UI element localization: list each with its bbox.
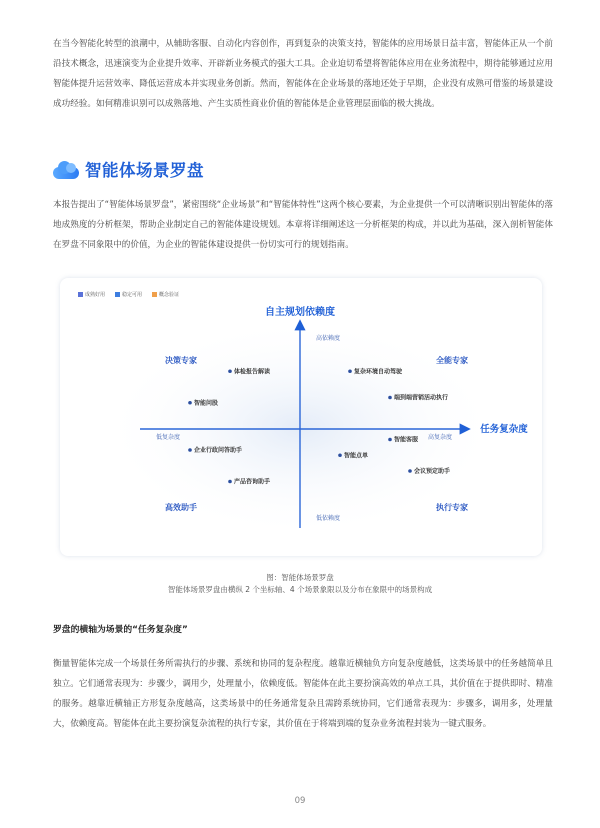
scene-point bbox=[228, 367, 270, 375]
figure-description: 智能体场景罗盘由横纵 2 个坐标轴、4 个场景象限以及分布在象限中的场景构成 bbox=[167, 585, 433, 594]
scene-point-dot bbox=[388, 396, 392, 400]
scene-point-label: 智能问股 bbox=[194, 399, 219, 407]
scene-point-dot bbox=[408, 469, 412, 473]
scene-point bbox=[228, 478, 270, 486]
scene-point-label: 复杂环境自动驾驶 bbox=[354, 368, 403, 376]
legend-label: 概念验证 bbox=[159, 292, 180, 298]
quadrant-label-execution: 执行专家 bbox=[436, 503, 468, 512]
figure-caption: 图：智能体场景罗盘 bbox=[266, 573, 334, 582]
section-heading bbox=[53, 155, 204, 183]
scene-point-label: 体检报告解读 bbox=[234, 368, 271, 376]
scene-point-dot bbox=[348, 369, 352, 373]
scene-point bbox=[348, 367, 403, 375]
scene-point-label: 会议预定助手 bbox=[414, 468, 451, 475]
body-paragraph: 衡量智能体完成一个场景任务所需执行的步骤、系统和协同的复杂程度。越靠近横轴负方向复杂度越低，这类场景中的任务越简单且独立。它们通常表现为：步骤少，调用少，处理量小，依赖度低。智能体在此主要扮演高效的单点工具，其价值在于提供即时、精准的服务。越靠近横轴正方形复杂度越高，这类场景中的任务通常复杂且需跨系统协同，它们通常表现为：步骤多，调用多，处理量大，依赖度高。智能体在此主要扮演复杂流程的执行专家，其价值在于将端到端的复杂业务流程封装为一键式服务。 bbox=[53, 659, 553, 729]
scene-point-dot bbox=[388, 438, 392, 442]
scene-point-label: 端到端营销活动执行 bbox=[394, 394, 449, 402]
legend-label: 成熟好用 bbox=[85, 292, 106, 298]
y-axis-title: 自主规划依赖度 bbox=[265, 307, 335, 318]
compass-plot bbox=[60, 278, 542, 556]
compass-chart bbox=[60, 278, 542, 556]
page-number: 09 bbox=[294, 796, 306, 806]
scene-point bbox=[388, 394, 448, 402]
scene-point-label: 产品咨询助手 bbox=[234, 478, 271, 486]
scene-point-label: 智能客服 bbox=[394, 436, 419, 444]
y-axis-low-label: 低依赖度 bbox=[316, 515, 341, 522]
scene-point bbox=[188, 446, 242, 454]
y-axis-high-label: 高依赖度 bbox=[316, 335, 341, 342]
subheading: 罗盘的横轴为场景的“任务复杂度” bbox=[53, 625, 188, 635]
quadrant-label-allround: 全能专家 bbox=[436, 356, 468, 365]
x-axis-title: 任务复杂度 bbox=[480, 424, 528, 435]
quadrant-label-efficient: 高效助手 bbox=[165, 503, 197, 512]
intro-paragraph: 在当今智能化转型的浪潮中，从辅助客服、自动化内容创作，再到复杂的决策支持，智能体的应用场景日益丰富，智能体正从一个前沿技术概念，迅速演变为企业提升效率、开辟新业务模式的强大工具。企业迫切希望将智能体应用在业务流程中，期待能够通过应用智能体提升运营效率、降低运营成本并实现业务创新。然而，智能体在企业场景的落地还处于早期，企业没有成熟可借鉴的场景建设成功经验。如何精准识别可以成熟落地、产生实质性商业价值的智能体是企业管理层面临的极大挑战。 bbox=[53, 39, 553, 109]
scene-point bbox=[408, 467, 450, 475]
scene-point-label: 企业行政问答助手 bbox=[194, 447, 243, 454]
report-paragraph: 本报告提出了“智能体场景罗盘”，紧密围绕“企业场景”和“智能体特性”这两个核心要素，为企业提供一个可以清晰识别出智能体的落地成熟度的分析框架，帮助企业制定自己的智能体建设规划。本章将详细阐述这一分析框架的构成，并以此为基础，深入剖析智能体在罗盘不同象限中的价值，为企业的智能体建设提供一份切实可行的规划指南。 bbox=[53, 200, 553, 250]
cloud-icon bbox=[53, 159, 79, 179]
scene-point-dot bbox=[188, 448, 192, 452]
x-axis-low-label: 低复杂度 bbox=[156, 434, 181, 441]
section-title: 智能体场景罗盘 bbox=[85, 161, 204, 180]
legend-label: 稳定可用 bbox=[122, 292, 143, 298]
scene-point-dot bbox=[188, 401, 192, 405]
quadrant-label-decision: 决策专家 bbox=[165, 356, 197, 365]
scene-point-dot bbox=[228, 480, 232, 484]
scene-point-dot bbox=[338, 453, 342, 457]
scene-point-dot bbox=[228, 369, 232, 373]
scene-point-label: 智能点单 bbox=[344, 452, 369, 460]
x-axis-high-label: 高复杂度 bbox=[428, 434, 453, 441]
